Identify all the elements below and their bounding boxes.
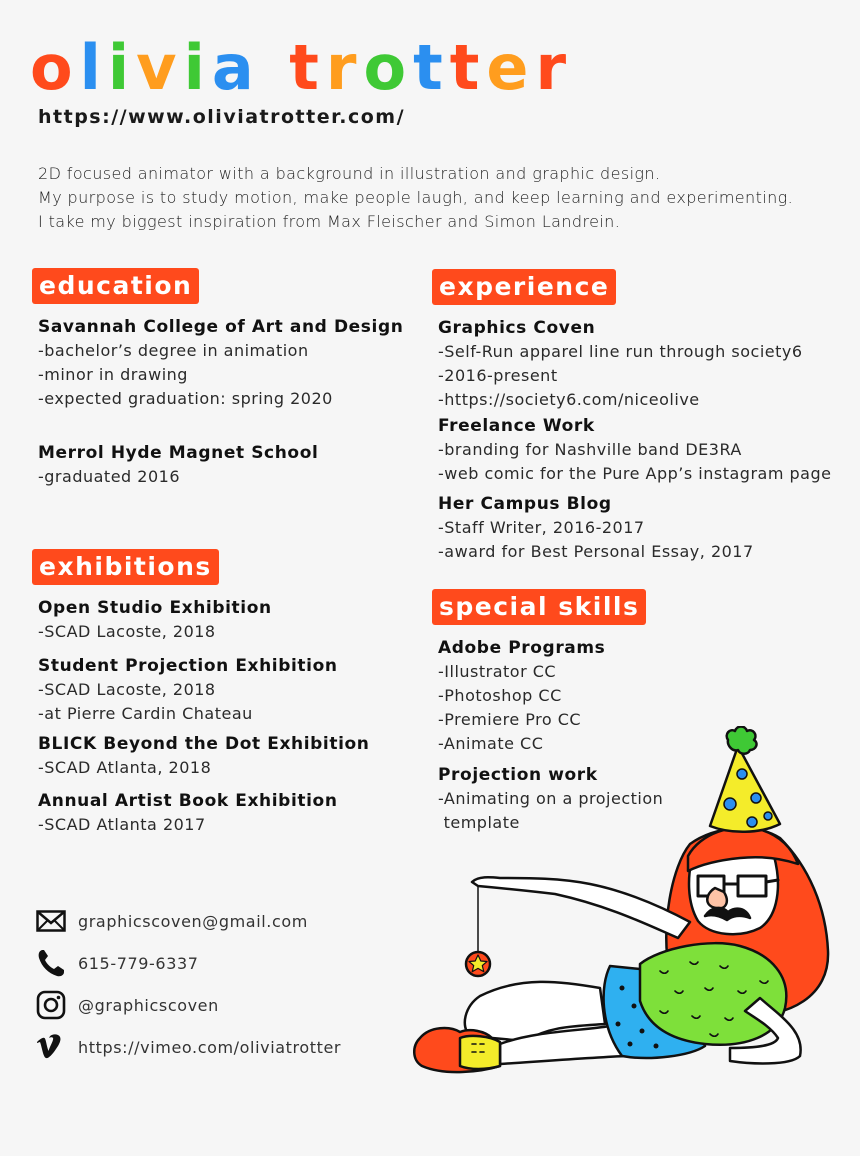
entry-line: -Illustrator CC bbox=[438, 662, 557, 681]
experience-heading: experience bbox=[432, 269, 616, 305]
entry-line: -SCAD Atlanta, 2018 bbox=[38, 758, 212, 777]
contact-list bbox=[36, 900, 376, 1068]
intro-line: 2D focused animator with a background in illustration and graphic design. bbox=[38, 164, 661, 183]
skills-heading: special skills bbox=[432, 589, 646, 625]
entry-line: -Photoshop CC bbox=[438, 686, 562, 705]
entry-line: -Animate CC bbox=[438, 734, 544, 753]
education-entry bbox=[32, 441, 432, 489]
entry-line: -Staff Writer, 2016-2017 bbox=[438, 518, 645, 537]
entry-line: -branding for Nashville band DE3RA bbox=[438, 440, 742, 459]
intro-line: My purpose is to study motion, make people laugh, and keep learning and experimenting. bbox=[38, 188, 794, 207]
pompom-shape bbox=[727, 727, 757, 754]
entry-line[interactable]: -https://society6.com/niceolive bbox=[438, 390, 700, 409]
character-illustration bbox=[360, 726, 840, 1086]
entry-title: Adobe Programs bbox=[438, 638, 606, 658]
name-letter bbox=[261, 31, 290, 104]
resume-name bbox=[30, 28, 573, 108]
entry-line: -SCAD Atlanta 2017 bbox=[38, 815, 206, 834]
instagram-icon bbox=[36, 990, 66, 1020]
experience-entry bbox=[432, 492, 832, 564]
entry-line: template bbox=[438, 813, 520, 832]
entry-title: Open Studio Exhibition bbox=[38, 598, 272, 618]
exhibitions-heading: exhibitions bbox=[32, 549, 219, 585]
name-letter: e bbox=[486, 31, 536, 104]
entry-title: Graphics Coven bbox=[438, 318, 596, 338]
entry-title: Savannah College of Art and Design bbox=[38, 317, 404, 337]
exhibition-entry bbox=[32, 596, 432, 644]
intro-paragraph bbox=[38, 162, 838, 234]
contact-text: graphicscoven@gmail.com bbox=[78, 911, 308, 931]
vimeo-icon bbox=[36, 1034, 66, 1060]
intro-line: I take my biggest inspiration from Max Fleischer and Simon Landrein. bbox=[38, 212, 621, 231]
name-letter: t bbox=[413, 31, 450, 104]
entry-line: -Animating on a projection bbox=[438, 789, 664, 808]
exhibition-entry bbox=[32, 654, 432, 726]
entry-line: -SCAD Lacoste, 2018 bbox=[38, 680, 216, 699]
website-url[interactable]: https://www.oliviatrotter.com/ bbox=[38, 106, 406, 128]
experience-section bbox=[432, 269, 832, 564]
education-heading: education bbox=[32, 268, 199, 304]
experience-entry bbox=[432, 414, 832, 486]
entry-title: Student Projection Exhibition bbox=[38, 656, 338, 676]
entry-line: -expected graduation: spring 2020 bbox=[38, 389, 333, 408]
name-letter: l bbox=[79, 31, 108, 104]
education-entry bbox=[32, 315, 432, 411]
name-letter: r bbox=[535, 31, 574, 104]
contact-text: 615-779-6337 bbox=[78, 953, 199, 973]
envelope-icon bbox=[36, 910, 66, 932]
entry-title: Freelance Work bbox=[438, 416, 595, 436]
name-letter: o bbox=[30, 31, 80, 104]
entry-line: -graduated 2016 bbox=[38, 467, 180, 486]
name-letter: r bbox=[325, 31, 364, 104]
education-section bbox=[32, 268, 432, 489]
entry-title: Her Campus Blog bbox=[438, 494, 612, 514]
entry-line: -award for Best Personal Essay, 2017 bbox=[438, 542, 754, 561]
name-letter: i bbox=[107, 31, 137, 104]
contact-vimeo[interactable] bbox=[36, 1026, 376, 1068]
entry-line: -at Pierre Cardin Chateau bbox=[38, 704, 253, 723]
name-letter: i bbox=[183, 31, 212, 104]
phone-icon bbox=[36, 948, 66, 978]
entry-line: -Self-Run apparel line run through society6 bbox=[438, 342, 803, 361]
contact-text: @graphicscoven bbox=[78, 995, 219, 1015]
entry-line: -bachelor’s degree in animation bbox=[38, 341, 309, 360]
entry-line: -web comic for the Pure App’s instagram page bbox=[438, 464, 832, 483]
experience-entry bbox=[432, 316, 832, 412]
contact-email[interactable] bbox=[36, 900, 376, 942]
entry-title: Merrol Hyde Magnet School bbox=[38, 443, 319, 463]
entry-title: Annual Artist Book Exhibition bbox=[38, 791, 338, 811]
entry-title: Projection work bbox=[438, 765, 598, 785]
name-letter: t bbox=[289, 31, 326, 104]
entry-line: -Premiere Pro CC bbox=[438, 710, 582, 729]
name-letter: a bbox=[211, 31, 261, 104]
name-letter: v bbox=[136, 31, 184, 104]
name-letter: o bbox=[363, 31, 414, 104]
contact-instagram[interactable] bbox=[36, 984, 376, 1026]
entry-line: -minor in drawing bbox=[38, 365, 188, 384]
name-letter: t bbox=[449, 31, 487, 104]
entry-line: -2016-present bbox=[438, 366, 558, 385]
shirt-shape bbox=[640, 943, 786, 1045]
contact-phone[interactable] bbox=[36, 942, 376, 984]
entry-title: BLICK Beyond the Dot Exhibition bbox=[38, 734, 370, 754]
contact-text: https://vimeo.com/oliviatrotter bbox=[78, 1037, 342, 1057]
entry-line: -SCAD Lacoste, 2018 bbox=[38, 622, 216, 641]
